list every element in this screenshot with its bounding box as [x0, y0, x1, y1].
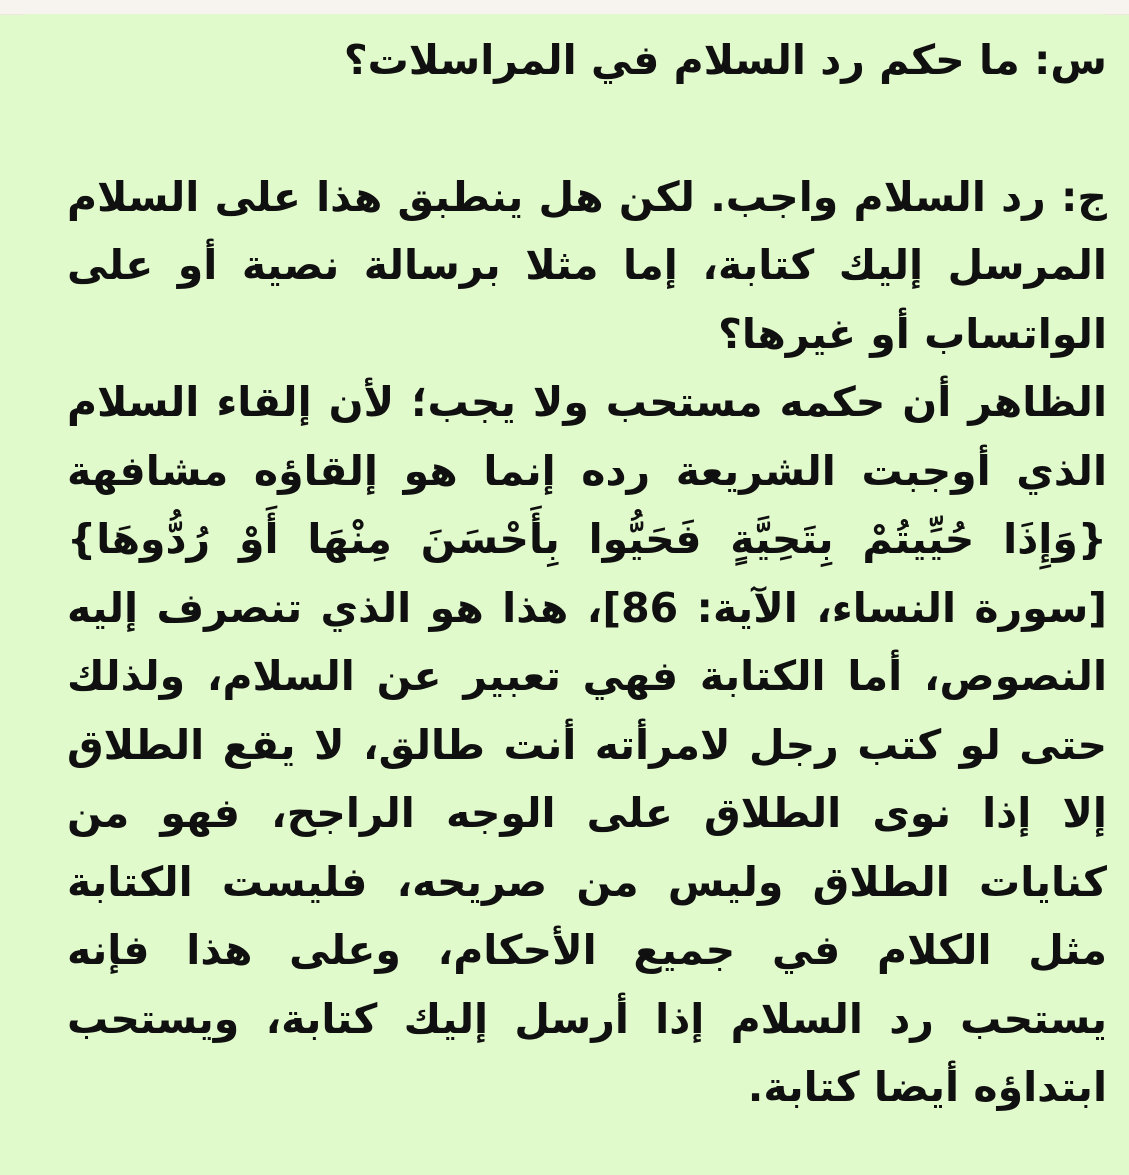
answer-paragraph-2: الظاهر أن حكمه مستحب ولا يجب؛ لأن إلقاء السلام الذي أوجبت الشريعة رده إنما هو إلقاؤه مشافهة {وَإِذَا حُيِّيتُمْ بِتَحِيَّةٍ فَحَيُّوا بِأَحْسَنَ مِنْهَا أَوْ رُدُّوهَا} [سورة النساء، الآية: 86]، هذا هو الذي تنصرف إليه النصوص، أما الكتابة فهي تعبير عن السلام، ولذلك حتى لو كتب رجل لامرأته أنت طالق، لا يقع الطلاق إلا إذا نوى الطلاق على الوجه الراجح، فهو من كنايات الطلاق وليس من صريحه، فليست الكتابة مثل الكلام في جميع الأحكام، وعلى هذا فإنه يستحب رد السلام إذا أرسل إليك كتابة، ويستحب ابتداؤه أيضا كتابة.	[67, 378, 1108, 1111]
top-border	[0, 0, 1129, 15]
question-text: س: ما حكم رد السلام في المراسلات؟	[343, 36, 1107, 84]
message-text	[67, 26, 1107, 1122]
answer-paragraph-1: ج: رد السلام واجب. لكن هل ينطبق هذا على السلام المرسل إليك كتابة، إما مثلا برسالة نصية أو على الواتساب أو غيرها؟	[67, 172, 1107, 358]
